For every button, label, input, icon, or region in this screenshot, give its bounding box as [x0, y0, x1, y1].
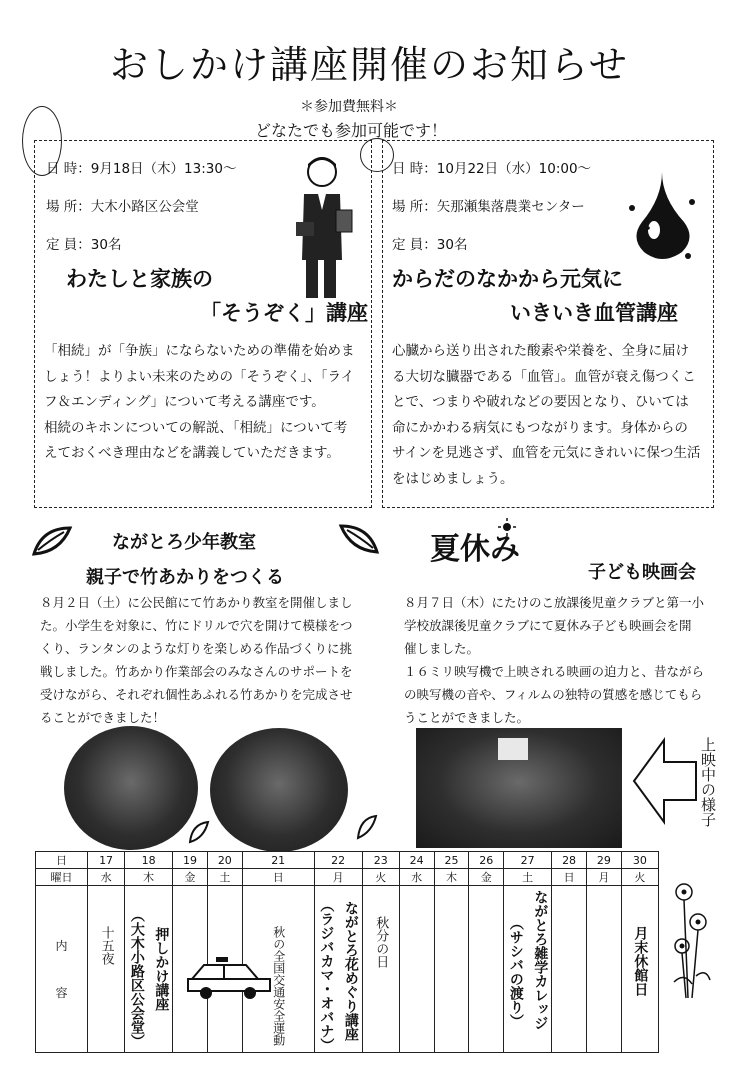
- content-cell-29: [586, 886, 621, 1053]
- event-text: 十五夜: [98, 926, 114, 965]
- section-left-heading2: 親子で竹あかりをつくる: [86, 567, 284, 588]
- weekday-cell: 火: [362, 869, 399, 886]
- content-cell-26: [469, 886, 504, 1053]
- content-cell-27: [504, 886, 552, 1053]
- content-cell-23: [362, 886, 399, 1053]
- left-arrow-icon: [630, 736, 700, 826]
- row-label: 曜日: [36, 869, 88, 886]
- body-line: た。小学生を対象に、竹にドリルで穴を開けて模様をつ: [40, 618, 353, 633]
- body-line: フ＆エンディング」について考える講座です。: [44, 394, 325, 410]
- weekday-cell: 火: [621, 869, 658, 886]
- body-line: １６ミリ映写機で上映される映画の迫力と、昔ながら: [404, 664, 705, 679]
- sun-icon: [498, 518, 516, 536]
- open-to-all-note: どなたでも参加可能です！: [255, 121, 448, 140]
- weekday-cell: 金: [173, 869, 208, 886]
- event-text: （大木小路区公会堂）: [128, 908, 145, 1048]
- event-text: 秋分の日: [373, 916, 389, 968]
- day-cell: 25: [434, 852, 469, 869]
- event-right-title-line1: からだのなかから元気に: [392, 267, 623, 291]
- day-cell: 21: [242, 852, 314, 869]
- content-cell-30: [621, 886, 658, 1053]
- body-line: しょう！よりよい未来のための「そうぞく」、「ライ: [44, 368, 355, 385]
- body-line: 催しました。: [404, 641, 480, 656]
- calendar-day-row: [36, 852, 659, 869]
- weekday-cell: 金: [469, 869, 504, 886]
- section-left-heading1: ながとろ少年教室: [112, 532, 256, 553]
- event-calendar: [35, 851, 659, 1053]
- content-cell-28: [552, 886, 587, 1053]
- event-right-capacity: 定 員：30名: [392, 237, 468, 253]
- event-text: ながとろ雑学カレッジ: [532, 890, 549, 1030]
- body-line: 相続のキホンについての解説、「相続」について考: [44, 419, 348, 436]
- day-cell: 23: [362, 852, 399, 869]
- weekday-cell: 木: [434, 869, 469, 886]
- body-line: 心臓から送り出された酸素や栄養を、全身に届け: [392, 343, 689, 359]
- day-cell: 26: [469, 852, 504, 869]
- content-label-2: 容: [55, 986, 68, 1000]
- event-right-place: 場 所：矢那瀬集落農業センター: [392, 199, 585, 215]
- section-left-body: [40, 591, 370, 729]
- event-text: ながとろ花めぐり講座: [342, 901, 359, 1041]
- body-line: くり、ランタンのような灯りを楽しめる作品づくりに挑: [40, 641, 353, 656]
- event-left-title-line2: 「そうぞく」講座: [200, 301, 368, 325]
- bamboo-lantern-photo-1: [64, 726, 198, 850]
- day-cell: 24: [399, 852, 434, 869]
- body-line: ることができました！: [40, 710, 166, 725]
- day-cell: 30: [621, 852, 658, 869]
- leaf-deco-small: [356, 814, 378, 840]
- event-text: 秋の全国交通安全運動: [271, 926, 286, 1046]
- weekday-cell: 土: [207, 869, 242, 886]
- photo-caption: 上映中の様子: [699, 737, 717, 827]
- weekday-cell: 木: [125, 869, 173, 886]
- projector-screen: [498, 738, 528, 760]
- event-text: （サシバの渡り）: [507, 916, 524, 1028]
- day-cell: 20: [207, 852, 242, 869]
- body-line: る大切な臓器である「血管」。血管が衰え傷つくこ: [392, 368, 696, 385]
- bamboo-lantern-photo-2: [210, 728, 348, 852]
- day-cell: 17: [88, 852, 125, 869]
- blood-drop-icon: [626, 168, 698, 264]
- event-left-title-line1: わたしと家族の: [66, 267, 213, 291]
- section-right-heading1: 夏休み: [430, 532, 520, 567]
- event-left-body: [44, 339, 369, 467]
- body-line: 「相続」が「争族」にならないための準備を始めま: [44, 343, 355, 359]
- day-cell: 18: [125, 852, 173, 869]
- event-text: 押しかけ講座: [153, 927, 170, 1011]
- day-cell: 29: [586, 852, 621, 869]
- page-title: おしかけ講座開催のお知らせ: [110, 43, 629, 87]
- content-cell-18: [125, 886, 173, 1053]
- body-line: 受けながら、それぞれ個性あふれる竹あかりを完成させ: [40, 687, 353, 702]
- body-line: サインを見逃さず、血管を元気にきれいに保つ生活: [392, 445, 701, 461]
- flower-illustration: [664, 872, 720, 1002]
- car-illustration: [186, 957, 272, 1001]
- weekday-cell: 月: [586, 869, 621, 886]
- section-right-body: [404, 591, 724, 729]
- event-text: （ラジバカマ・オバナ）: [318, 898, 335, 1052]
- body-line: ８月７日（木）にたけのこ放課後児童クラブと第一小: [404, 595, 705, 610]
- weekday-cell: 月: [314, 869, 362, 886]
- event-left-capacity: 定 員：30名: [46, 237, 122, 253]
- calendar-content-row: [36, 886, 659, 1053]
- weekday-cell: 水: [88, 869, 125, 886]
- day-cell: 28: [552, 852, 587, 869]
- body-line: ８月２日（土）に公民館にて竹あかり教室を開催しまし: [40, 595, 353, 610]
- body-line: 命にかかわる病気にもつながります。身体からの: [392, 419, 688, 436]
- content-label: [36, 886, 88, 1053]
- content-cell-24: [399, 886, 434, 1053]
- leaf-deco-small: [188, 820, 210, 844]
- content-cell-25: [434, 886, 469, 1053]
- businessman-illustration: [292, 150, 356, 300]
- body-line: うことができました。: [404, 710, 530, 725]
- weekday-cell: 水: [399, 869, 434, 886]
- calendar-weekday-row: [36, 869, 659, 886]
- weekday-cell: 日: [242, 869, 314, 886]
- row-label: 日: [36, 852, 88, 869]
- event-right-date: 日 時：10月22日（水）10:00〜: [392, 161, 592, 177]
- weekday-cell: 日: [552, 869, 587, 886]
- leaf-icon-left: [30, 522, 76, 560]
- body-line: えておくべき理由などを講義していただきます。: [44, 445, 340, 461]
- content-label-1: 内: [55, 939, 68, 953]
- body-line: 戦しました。竹あかり作業部会のみなさんのサポートを: [40, 664, 353, 679]
- free-participation-note: ＊参加費無料＊: [300, 99, 398, 115]
- day-cell: 27: [504, 852, 552, 869]
- event-left-place: 場 所：大木小路区公会堂: [46, 199, 199, 215]
- day-cell: 22: [314, 852, 362, 869]
- event-text: 月末休館日: [632, 926, 649, 996]
- weekday-cell: 土: [504, 869, 552, 886]
- body-line: の映写機の音や、フィルムの独特の質感を感じてもら: [404, 687, 703, 702]
- event-left-date: 日 時：9月18日（木）13:30〜: [46, 161, 237, 177]
- content-cell-22: [314, 886, 362, 1053]
- body-line: 学校放課後児童クラブにて夏休み子ども映画会を開: [404, 618, 692, 633]
- event-right-body: [392, 339, 712, 492]
- body-line: をはじめましょう。: [392, 470, 514, 487]
- content-cell-17: [88, 886, 125, 1053]
- body-line: とで、つまりや破れなどの要因となり、ひいては: [392, 394, 689, 410]
- event-right-title-line2: いきいき血管講座: [510, 301, 678, 325]
- leaf-icon-right: [335, 518, 381, 558]
- day-cell: 19: [173, 852, 208, 869]
- section-right-heading2: 子ども映画会: [588, 562, 696, 583]
